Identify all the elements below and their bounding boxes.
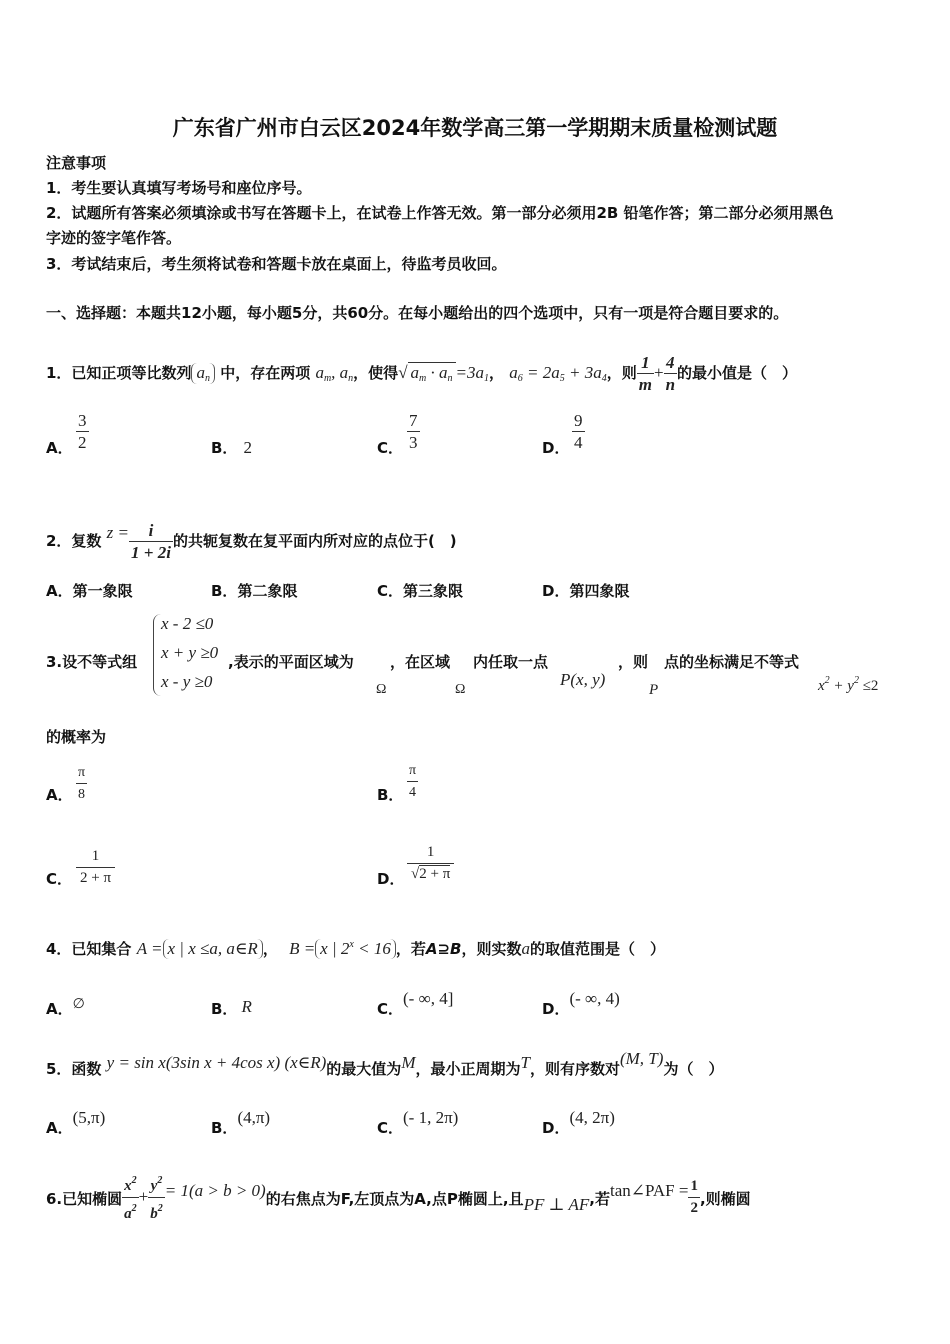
q4-option-d[interactable]: D．(- ∞, 4) — [542, 989, 620, 1018]
q5-option-d[interactable]: D．(4, 2π) — [542, 1108, 615, 1137]
q2-option-a[interactable]: A．第一象限 — [46, 582, 133, 600]
q4-stem: 4．已知集合 A = x | x ≤a, a∈R ， B = x | 2$^x$ < 16 ，若A⊇B，则实数a的取值范围是（ ） — [46, 939, 665, 958]
q6-stem: 6.已知椭圆 $\frac{x^2}{a^2}$ + $\frac{y^2}{b^2}$ = 1(a > b > 0)的右焦点为F,左顶点为A,点P椭圆上,且PF ⊥ AF,若tan∠PAF = $\frac{1}{2}$ ,则椭圆 — [46, 1170, 751, 1225]
q4-option-c[interactable]: C．(- ∞, 4] — [377, 989, 454, 1018]
q3-text-6: 的概率为 — [46, 728, 107, 746]
q3-option-c[interactable]: C． — [46, 870, 73, 888]
q3-option-d[interactable]: D． — [377, 870, 405, 888]
q3-point-p: P — [649, 682, 659, 698]
q1-terms: $a_m$, $a_n$ — [315, 363, 354, 384]
q3-ineq-2: x + y ≥0 — [161, 643, 219, 662]
q1-option-d-value: $\frac{9}{4}$ — [574, 411, 583, 452]
q3-omega-2: Ω — [455, 682, 466, 697]
q1-sqrt: √ $a_m \cdot a_n$ — [398, 363, 455, 382]
q3-option-b[interactable]: B． — [377, 786, 404, 804]
notice-item-2-cont: 字迹的签字笔作答。 — [46, 229, 182, 247]
q1-stem: 1．已知正项等比数列 $a_n$ 中，存在两项 $a_m$, $a_n$，使得√ $a_m \cdot a_n =3a_1$， $a_6 = 2a_5 + 3a_4$，则 $\frac{1}{m}$ + $\frac{4}{n}$ 的最小值是（ ） — [46, 353, 798, 394]
notice-item-3: 3．考试结束后，考生须将试卷和答题卡放在桌面上，待监考员收回。 — [46, 255, 507, 273]
q5-function: y = sin x(3sin x + 4cos x) (x∈R) — [106, 1053, 327, 1072]
notice-item-2: 2．试题所有答案必须填涂或书写在答题卡上，在试卷上作答无效。第一部分必须用2B 铅笔作答；第二部分必须用黑色 — [46, 204, 834, 222]
q3-point: P(x, y) — [560, 670, 606, 689]
q3-ineq-1: x - 2 ≤0 — [161, 614, 214, 633]
notice-heading: 注意事项 — [46, 154, 107, 172]
q3-option-c-value: $\frac{1}{2 + \pi}$ — [76, 846, 115, 889]
q5-option-b[interactable]: B．(4,π) — [211, 1108, 271, 1137]
q3-option-b-value: $\frac{\pi}{4}$ — [407, 760, 418, 803]
q3-ineq-3: x - y ≥0 — [161, 672, 213, 691]
q3-option-a[interactable]: A． — [46, 786, 73, 804]
q5-option-c[interactable]: C．(- 1, 2π) — [377, 1108, 459, 1137]
q2-fraction: $\frac{i}{1 + 2i}$ — [131, 521, 171, 562]
q4-option-b[interactable]: B． R — [211, 997, 252, 1018]
q1-sequence: $a_n$ — [191, 363, 215, 384]
q5-option-a[interactable]: A．(5,π) — [46, 1108, 106, 1137]
q2-option-c[interactable]: C．第三象限 — [377, 582, 464, 600]
page-title: 广东省广州市白云区2024年数学高三第一学期期末质量检测试题 — [172, 116, 778, 140]
q3-text-3: 内任取一点 — [473, 653, 549, 671]
q1-eq1: $=3a_1$ — [455, 363, 489, 384]
q3-text-5: 点的坐标满足不等式 — [664, 653, 800, 671]
q2-stem: 2．复数 z = $\frac{i}{1 + 2i}$ 的共轭复数在复平面内所对应的点位于( ) — [46, 521, 457, 562]
q1-option-b[interactable]: B． 2 — [211, 438, 252, 457]
q6-frac-y: $\frac{y^2}{b^2}$ — [148, 1170, 165, 1225]
q1-option-c[interactable]: C． — [377, 439, 404, 457]
q3-number: 3.设不等式组 — [46, 653, 138, 671]
q3-option-d-value: $\frac{1}{√2 + \pi}$ — [407, 842, 454, 885]
q6-frac-x: $\frac{x^2}{a^2}$ — [122, 1170, 139, 1225]
q3-text-4: ，则 — [618, 653, 649, 671]
q4-option-a[interactable]: A．∅ — [46, 997, 85, 1018]
q1-option-a-value: $\frac{3}{2}$ — [78, 411, 87, 452]
notice-item-1: 1．考生要认真填写考场号和座位序号。 — [46, 179, 312, 197]
q5-stem: 5．函数 y = sin x(3sin x + 4cos x) (x∈R)的最大值为M，最小正周期为T，则有序数对(M, T)为（ ） — [46, 1049, 724, 1078]
q1-option-a[interactable]: A． — [46, 439, 73, 457]
q3-text-2: ，在区域 — [390, 653, 451, 671]
q1-frac-4n: $\frac{4}{n}$ — [665, 353, 676, 394]
q1-option-c-value: $\frac{7}{3}$ — [409, 411, 418, 452]
q4-set-a: x | x ≤a, a∈R — [163, 939, 263, 959]
section-heading: 一、选择题：本题共12小题，每小题5分，共60分。在每小题给出的四个选项中，只有一项是符合题目要求的。 — [46, 304, 789, 322]
q1-frac-1m: $\frac{1}{m}$ — [638, 353, 652, 394]
q4-set-b: x | 2$^x$ < 16 — [315, 939, 396, 959]
q1-eq2: $a_6 = 2a_5 + 3a_4$ — [509, 363, 607, 384]
q2-option-d[interactable]: D．第四象限 — [542, 582, 630, 600]
q2-option-b[interactable]: B．第二象限 — [211, 582, 298, 600]
q3-circle-ineq: $x^2 + y^2 \le 2$ — [818, 675, 879, 694]
q6-frac-half: $\frac{1}{2}$ — [690, 1178, 698, 1216]
q3-option-a-value: $\frac{\pi}{8}$ — [76, 762, 87, 805]
q3-omega-1: Ω — [376, 682, 387, 697]
q3-text-1: ,表示的平面区域为 — [228, 653, 354, 671]
q1-option-d[interactable]: D． — [542, 439, 570, 457]
